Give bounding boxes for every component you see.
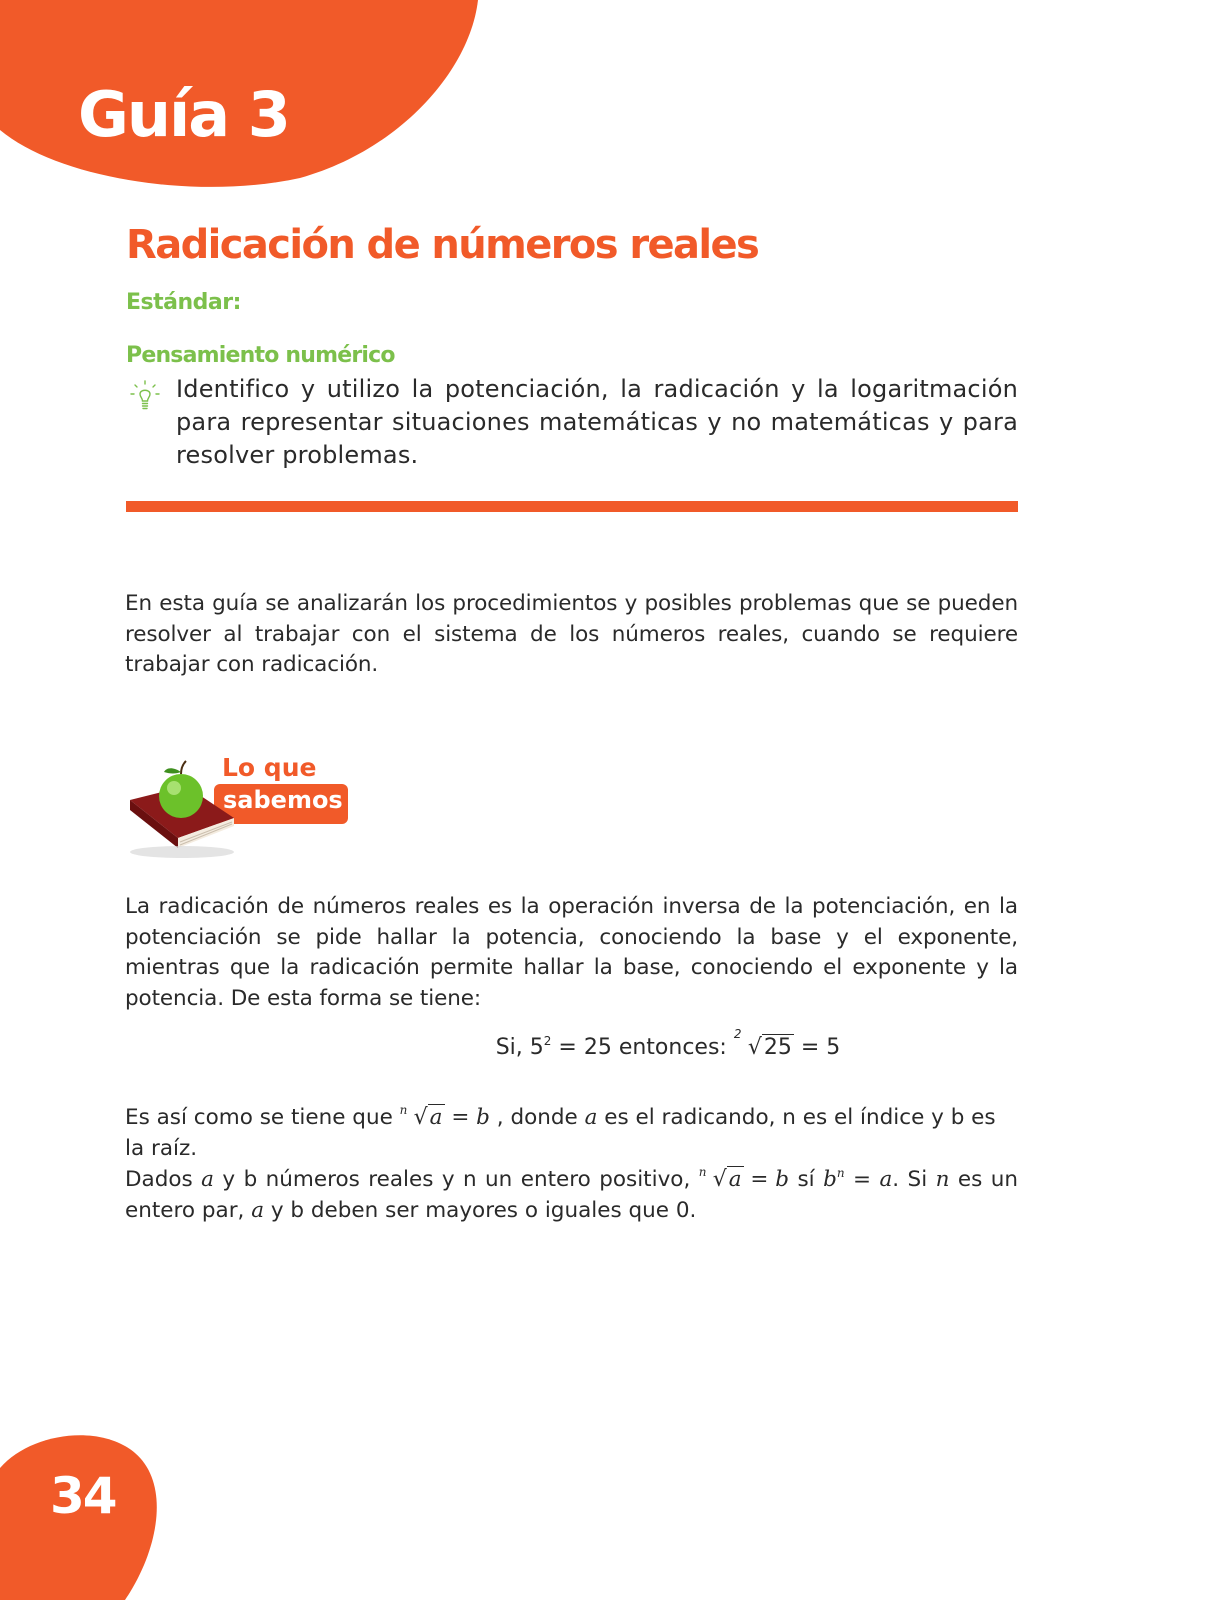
property-text: . Si	[892, 1167, 936, 1192]
intro-paragraph: En esta guía se analizarán los procedimientos y posibles problemas que se pueden resolver al trabajar con el sistema de los números reales, cuando se requiere trabajar con radicación.	[125, 591, 1018, 677]
lightbulb-icon	[130, 380, 160, 410]
radicand: a	[429, 1105, 443, 1130]
notation-paragraph	[125, 1103, 1018, 1164]
var-a: a	[584, 1105, 598, 1130]
property-text: es un entero par,	[125, 1167, 1019, 1223]
property-text: y b números reales y n un entero positivo,	[214, 1167, 699, 1192]
exponent-n: n	[836, 1166, 845, 1180]
root-index: 2	[733, 1027, 742, 1041]
radical-sign-icon: √	[413, 1105, 428, 1130]
notation-text-end: es el radicando, n es el índice y b es la raíz.	[125, 1105, 996, 1161]
badge-line-2: sabemos	[223, 786, 343, 814]
standard-category: Pensamiento numérico	[126, 343, 395, 368]
standard-label: Estándar:	[126, 290, 241, 315]
radical-sign-icon: √	[747, 1035, 762, 1060]
property-paragraph	[125, 1165, 1018, 1226]
root-index: n	[698, 1165, 707, 1179]
root-equals: = b	[444, 1105, 490, 1130]
property-text: y b deben ser mayores o iguales que 0.	[264, 1197, 697, 1223]
section-divider	[126, 501, 1018, 512]
radicand: a	[728, 1167, 742, 1192]
property-text: =	[844, 1167, 880, 1192]
notation-prefix: Es así como se tiene que	[125, 1105, 400, 1130]
root-index: n	[399, 1103, 408, 1117]
badge-line-1: Lo que	[222, 753, 317, 782]
formula-prefix: Si, 5	[495, 1035, 544, 1060]
square-root-expression	[733, 1027, 794, 1060]
radical-sign-icon: √	[712, 1167, 727, 1192]
nth-root-expression	[699, 1165, 789, 1196]
notation-text: , donde	[489, 1105, 585, 1130]
property-text: Dados	[125, 1167, 202, 1192]
formula-middle: = 25 entonces:	[551, 1035, 734, 1060]
page-title: Radicación de números reales	[126, 222, 759, 268]
formula-exponent: 2	[543, 1034, 552, 1048]
nth-root-expression	[400, 1103, 490, 1134]
var-a: a	[201, 1167, 214, 1192]
formula-example	[0, 1027, 1206, 1060]
lo-que-sabemos-badge	[124, 753, 356, 866]
page-number: 34	[50, 1467, 116, 1525]
standard-text: Identifico y utilizo la potenciación, la radicación y la logaritmación para representar situaciones matemáticas y no matemáticas y para resolver problemas.	[176, 375, 1018, 469]
root-equals: = b	[743, 1167, 790, 1192]
var-a: a	[251, 1197, 265, 1223]
var-a: a	[879, 1167, 893, 1192]
guide-label: Guía 3	[78, 78, 289, 151]
var-n: n	[935, 1167, 950, 1192]
radicand: 25	[763, 1035, 792, 1060]
var-b: b	[823, 1167, 837, 1192]
formula-result: = 5	[793, 1035, 841, 1060]
definition-paragraph: La radicación de números reales es la operación inversa de la potenciación, en la potenciación se pide hallar la potencia, conociendo la base y el exponente, mientras que la radicación permite hallar la base, conociendo el exponente y la potencia. De esta forma se tiene:	[125, 894, 1018, 1011]
property-text: sí	[789, 1167, 824, 1192]
